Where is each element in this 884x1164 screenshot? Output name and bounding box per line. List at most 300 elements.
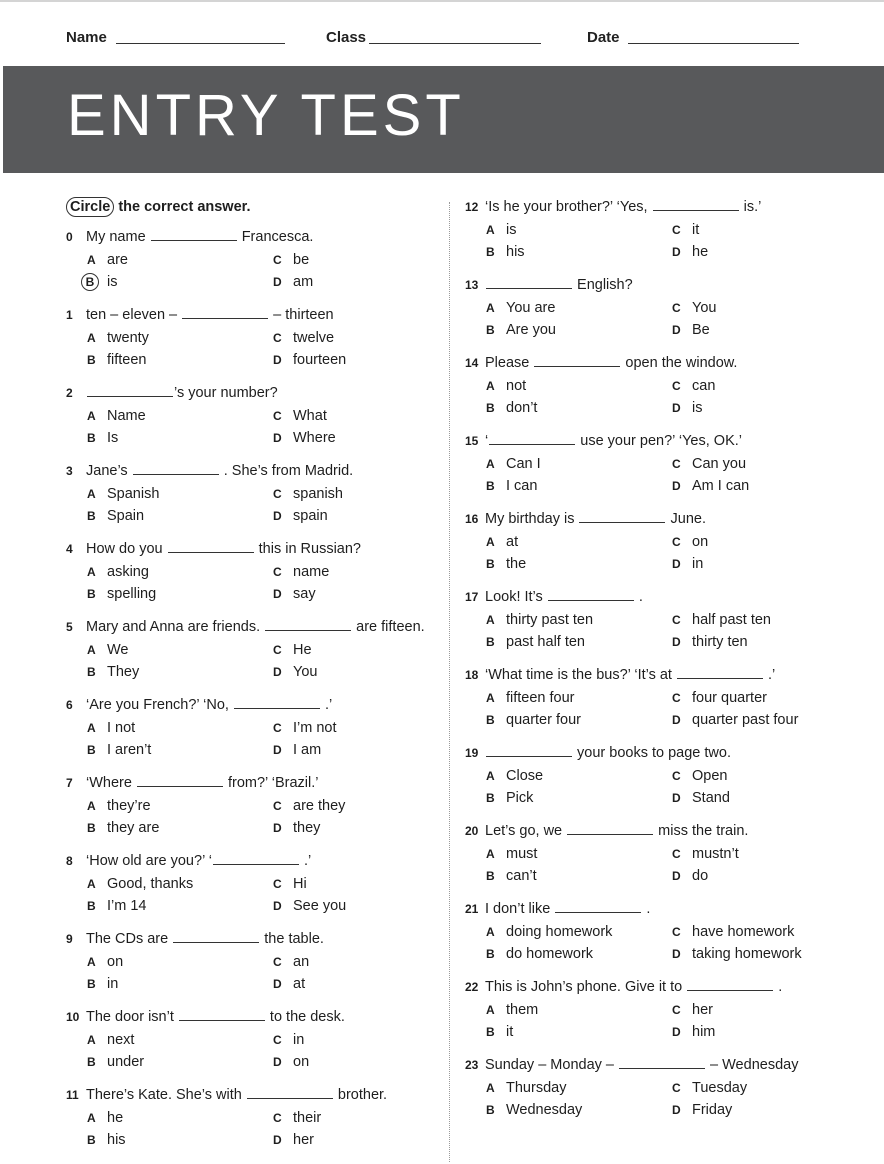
option-letter: B [87, 1055, 96, 1069]
option-text: past half ten [506, 634, 585, 650]
option-b[interactable] [486, 241, 525, 263]
option-d[interactable] [672, 475, 749, 497]
question-14 [465, 352, 865, 419]
question-text-before: My birthday is [485, 511, 579, 527]
answer-blank[interactable] [173, 931, 259, 943]
answer-blank[interactable] [579, 511, 665, 523]
option-text: taking homework [692, 946, 802, 962]
option-letter: C [672, 1003, 681, 1017]
question-stem [66, 382, 436, 405]
option-c[interactable] [273, 873, 307, 895]
question-number: 15 [465, 434, 479, 448]
name-line[interactable] [116, 43, 285, 44]
answer-blank[interactable] [677, 667, 763, 679]
option-letter: C [273, 1111, 282, 1125]
option-letter: C [273, 643, 282, 657]
option-c[interactable] [672, 531, 708, 553]
options-row [465, 999, 865, 1021]
option-b[interactable] [87, 895, 147, 917]
options-row [465, 397, 865, 419]
question-text-before: Sunday – Monday – [485, 1057, 619, 1073]
answer-blank[interactable] [179, 1009, 265, 1021]
option-text: don’t [506, 400, 538, 416]
option-text: on [293, 1054, 310, 1070]
option-c[interactable] [672, 921, 794, 943]
option-d[interactable] [672, 553, 703, 575]
option-b[interactable] [87, 427, 118, 449]
answer-blank[interactable] [548, 589, 634, 601]
question-22 [465, 976, 865, 1043]
option-text: You [293, 664, 318, 680]
option-text: He [293, 642, 312, 658]
question-text-after: . [774, 979, 783, 995]
option-b[interactable] [486, 1021, 513, 1043]
option-c[interactable] [672, 297, 716, 319]
option-text: quarter four [506, 712, 581, 728]
options-row [465, 843, 865, 865]
option-d[interactable] [273, 1051, 309, 1073]
option-a[interactable] [486, 765, 543, 787]
option-d[interactable] [672, 631, 748, 653]
date-field[interactable] [587, 29, 620, 46]
option-b[interactable] [486, 553, 526, 575]
options-row [66, 583, 436, 605]
question-stem [66, 850, 436, 873]
option-c[interactable] [672, 1077, 747, 1099]
option-b[interactable] [87, 739, 151, 761]
option-text: Can I [506, 456, 541, 472]
option-text: doing homework [506, 924, 613, 940]
option-text: Name [107, 408, 146, 424]
option-text: Good, thanks [107, 876, 194, 892]
option-letter: C [672, 1081, 681, 1095]
option-b[interactable] [486, 709, 581, 731]
option-letter: C [672, 691, 681, 705]
option-letter: B [486, 245, 495, 259]
question-text-after: open the window. [621, 355, 738, 371]
question-stem [66, 616, 436, 639]
option-c[interactable] [273, 639, 312, 661]
option-letter: C [672, 301, 681, 315]
option-text: are they [293, 798, 346, 814]
date-label: Date [587, 29, 620, 46]
option-d[interactable] [273, 739, 321, 761]
question-stem [465, 742, 865, 765]
option-text: quarter past four [692, 712, 799, 728]
answer-blank[interactable] [265, 619, 351, 631]
question-text-before: The door isn’t [86, 1009, 178, 1025]
class-label: Class [326, 29, 367, 46]
question-10 [66, 1006, 436, 1073]
option-letter: C [672, 379, 681, 393]
question-8 [66, 850, 436, 917]
option-c[interactable] [672, 375, 715, 397]
option-text: their [293, 1110, 322, 1126]
option-letter: A [486, 1081, 495, 1095]
option-d[interactable] [273, 1129, 314, 1151]
option-letter: A [486, 691, 495, 705]
option-letter: C [273, 721, 282, 735]
option-d[interactable] [672, 1099, 732, 1121]
option-b[interactable] [87, 583, 156, 605]
option-text: Am I can [692, 478, 750, 494]
option-letter: B [486, 1025, 495, 1039]
option-text: his [107, 1132, 126, 1148]
option-c[interactable] [672, 609, 771, 631]
option-a[interactable] [486, 843, 537, 865]
option-text: do [692, 868, 709, 884]
options-row [66, 327, 436, 349]
option-d[interactable] [273, 973, 305, 995]
question-text-after: Francesca. [237, 229, 314, 245]
question-number: 1 [66, 308, 73, 322]
option-c[interactable] [273, 405, 327, 427]
options-row [66, 271, 436, 293]
option-d[interactable] [273, 583, 316, 605]
option-a[interactable] [486, 609, 593, 631]
option-b[interactable] [486, 397, 537, 419]
option-text: them [506, 1002, 539, 1018]
options-row [465, 709, 865, 731]
option-text: under [107, 1054, 145, 1070]
answer-blank[interactable] [133, 463, 219, 475]
option-a[interactable] [87, 639, 129, 661]
answer-blank[interactable] [234, 697, 320, 709]
options-row [465, 687, 865, 709]
class-field[interactable] [326, 29, 366, 46]
question-text-after: are fifteen. [352, 619, 425, 635]
option-text: he [692, 244, 709, 260]
option-text: on [692, 534, 709, 550]
question-23 [465, 1054, 865, 1121]
question-6 [66, 694, 436, 761]
name-field[interactable] [66, 29, 107, 46]
option-text: mustn’t [692, 846, 739, 862]
options-row [66, 795, 436, 817]
option-letter: A [486, 925, 495, 939]
option-letter: D [273, 1133, 282, 1147]
question-number: 2 [66, 386, 73, 400]
option-text: I aren’t [107, 742, 152, 758]
option-b[interactable] [486, 787, 533, 809]
option-letter: A [87, 253, 96, 267]
option-letter: D [273, 665, 282, 679]
option-b[interactable] [87, 973, 118, 995]
options-row [465, 531, 865, 553]
answer-blank[interactable] [168, 541, 254, 553]
question-21 [465, 898, 865, 965]
option-a[interactable] [486, 219, 516, 241]
option-c[interactable] [672, 765, 727, 787]
answer-blank[interactable] [619, 1057, 705, 1069]
option-a[interactable] [486, 1077, 566, 1099]
option-letter: B [87, 665, 96, 679]
option-text: We [107, 642, 129, 658]
option-letter: A [87, 565, 96, 579]
option-a[interactable] [87, 483, 159, 505]
option-d[interactable] [273, 817, 320, 839]
question-number: 4 [66, 542, 73, 556]
answer-blank[interactable] [687, 979, 773, 991]
question-number: 5 [66, 620, 73, 634]
option-b[interactable] [486, 319, 556, 341]
question-text-before: The CDs are [86, 931, 173, 947]
question-stem [465, 1054, 865, 1077]
question-number: 7 [66, 776, 73, 790]
question-9 [66, 928, 436, 995]
question-1 [66, 304, 436, 371]
option-d[interactable] [672, 1021, 715, 1043]
option-text: Are you [506, 322, 556, 338]
option-text: they are [107, 820, 160, 836]
option-letter: C [273, 565, 282, 579]
option-letter: A [87, 331, 96, 345]
option-text: I can [506, 478, 538, 494]
question-text-after: to the desk. [265, 1009, 345, 1025]
option-text: Thursday [506, 1080, 567, 1096]
option-text: his [506, 244, 525, 260]
option-c[interactable] [672, 687, 767, 709]
answer-blank[interactable] [486, 277, 572, 289]
option-text: an [293, 954, 310, 970]
option-letter: C [273, 799, 282, 813]
question-stem [465, 664, 865, 687]
options-row [465, 241, 865, 263]
option-b[interactable] [87, 1051, 144, 1073]
option-letter: B [486, 947, 495, 961]
option-a[interactable] [87, 951, 123, 973]
question-text-before: There’s Kate. She’s with [86, 1087, 246, 1103]
option-c[interactable] [273, 795, 345, 817]
question-text-before: ‘ [485, 433, 489, 449]
option-text: Is [107, 430, 119, 446]
answer-blank[interactable] [137, 775, 223, 787]
option-d[interactable] [672, 397, 702, 419]
option-c[interactable] [273, 249, 309, 271]
option-text: See you [293, 898, 347, 914]
option-b[interactable] [87, 271, 117, 293]
options-row [66, 249, 436, 271]
answer-blank[interactable] [653, 199, 739, 211]
options-row [465, 787, 865, 809]
option-b[interactable] [486, 865, 537, 887]
option-letter: A [486, 457, 495, 471]
option-letter: B [87, 1133, 96, 1147]
options-row [66, 349, 436, 371]
options-row [465, 553, 865, 575]
option-d[interactable] [273, 661, 317, 683]
option-d[interactable] [273, 349, 346, 371]
option-letter: D [672, 557, 681, 571]
options-row [465, 319, 865, 341]
title-banner [3, 66, 884, 173]
option-b[interactable] [87, 505, 144, 527]
option-d[interactable] [672, 943, 802, 965]
question-text-before: Please [485, 355, 534, 371]
answer-blank[interactable] [182, 307, 268, 319]
options-row [465, 865, 865, 887]
option-letter: B [486, 479, 495, 493]
option-c[interactable] [273, 327, 334, 349]
option-c[interactable] [672, 453, 746, 475]
answer-blank[interactable] [213, 853, 299, 865]
question-text-before: ‘How old are you?’ ‘ [86, 853, 212, 869]
option-d[interactable] [273, 271, 313, 293]
question-text-before: Mary and Anna are friends. [86, 619, 265, 635]
option-a[interactable] [87, 717, 135, 739]
option-letter: A [87, 643, 96, 657]
option-text: it [692, 222, 700, 238]
question-text-before: ‘What time is the bus?’ ‘It’s at [485, 667, 676, 683]
option-a[interactable] [486, 297, 555, 319]
options-row [66, 1129, 436, 1151]
option-letter: C [273, 487, 282, 501]
option-text: You are [506, 300, 556, 316]
option-d[interactable] [672, 709, 798, 731]
option-letter: D [672, 635, 681, 649]
option-b[interactable] [486, 631, 585, 653]
option-letter: A [87, 487, 96, 501]
options-row [465, 943, 865, 965]
option-letter: D [273, 509, 282, 523]
question-number: 21 [465, 902, 479, 916]
option-letter: C [273, 955, 282, 969]
option-text: he [107, 1110, 124, 1126]
option-text: I’m not [293, 720, 337, 736]
option-letter: C [273, 253, 282, 267]
option-a[interactable] [486, 453, 541, 475]
option-a[interactable] [486, 687, 575, 709]
question-number: 13 [465, 278, 479, 292]
options-row [66, 873, 436, 895]
option-letter: B [486, 557, 495, 571]
option-letter: A [87, 1033, 96, 1047]
option-letter: A [87, 799, 96, 813]
question-text-before: How do you [86, 541, 167, 557]
option-b[interactable] [87, 661, 139, 683]
option-c[interactable] [273, 717, 337, 739]
question-text-after: .’ [320, 697, 333, 713]
option-letter: A [486, 223, 495, 237]
options-row [66, 717, 436, 739]
question-5 [66, 616, 436, 683]
option-d[interactable] [672, 865, 708, 887]
date-line[interactable] [628, 43, 799, 44]
option-text: not [506, 378, 527, 394]
option-text: Open [692, 768, 728, 784]
option-c[interactable] [273, 1107, 321, 1129]
question-stem [465, 820, 865, 843]
question-2 [66, 382, 436, 449]
option-text: it [506, 1024, 514, 1040]
option-text: spanish [293, 486, 343, 502]
answer-blank[interactable] [534, 355, 620, 367]
option-b[interactable] [486, 943, 593, 965]
option-a[interactable] [87, 873, 193, 895]
answer-blank[interactable] [87, 385, 173, 397]
options-row [66, 639, 436, 661]
option-text: next [107, 1032, 135, 1048]
option-letter: A [486, 1003, 495, 1017]
option-d[interactable] [273, 427, 336, 449]
option-c[interactable] [672, 999, 713, 1021]
option-a[interactable] [87, 561, 149, 583]
option-text: Can you [692, 456, 747, 472]
option-a[interactable] [87, 327, 149, 349]
option-a[interactable] [486, 375, 526, 397]
answer-blank[interactable] [555, 901, 641, 913]
answer-blank[interactable] [489, 433, 575, 445]
option-a[interactable] [87, 1029, 134, 1051]
option-letter: A [486, 379, 495, 393]
option-letter: C [672, 847, 681, 861]
option-c[interactable] [672, 843, 739, 865]
option-c[interactable] [672, 219, 699, 241]
question-stem [66, 460, 436, 483]
option-b[interactable] [87, 817, 159, 839]
option-letter: B [87, 743, 96, 757]
option-letter: A [486, 535, 495, 549]
option-a[interactable] [486, 531, 518, 553]
options-row [465, 475, 865, 497]
answer-blank[interactable] [247, 1087, 333, 1099]
options-row [66, 1029, 436, 1051]
option-text: twenty [107, 330, 149, 346]
option-d[interactable] [672, 319, 710, 341]
option-d[interactable] [672, 241, 708, 263]
left-column [66, 196, 436, 1151]
option-c[interactable] [273, 951, 309, 973]
option-text: on [107, 954, 124, 970]
option-d[interactable] [273, 895, 346, 917]
answer-blank[interactable] [486, 745, 572, 757]
option-letter: B [87, 431, 96, 445]
question-0 [66, 226, 436, 293]
option-a[interactable] [87, 249, 128, 271]
option-a[interactable] [87, 405, 146, 427]
option-c[interactable] [273, 1029, 304, 1051]
option-b[interactable] [87, 1129, 126, 1151]
question-number: 3 [66, 464, 73, 478]
option-text: am [293, 274, 314, 290]
option-text: are [107, 252, 128, 268]
option-d[interactable] [273, 505, 328, 527]
answer-blank[interactable] [151, 229, 237, 241]
option-c[interactable] [273, 483, 343, 505]
option-letter: B [87, 821, 96, 835]
question-text-after: miss the train. [654, 823, 749, 839]
option-b[interactable] [486, 1099, 582, 1121]
option-c[interactable] [273, 561, 329, 583]
option-text: fourteen [293, 352, 347, 368]
option-d[interactable] [672, 787, 730, 809]
question-number: 16 [465, 512, 479, 526]
option-a[interactable] [87, 1107, 123, 1129]
option-a[interactable] [486, 921, 612, 943]
class-line[interactable] [369, 43, 541, 44]
options-row [66, 951, 436, 973]
question-20 [465, 820, 865, 887]
answer-blank[interactable] [567, 823, 653, 835]
option-b[interactable] [486, 475, 537, 497]
option-a[interactable] [486, 999, 538, 1021]
option-b[interactable] [87, 349, 147, 371]
options-row [66, 1107, 436, 1129]
option-a[interactable] [87, 795, 151, 817]
option-text: Hi [293, 876, 307, 892]
options-row [465, 1077, 865, 1099]
options-row [66, 817, 436, 839]
